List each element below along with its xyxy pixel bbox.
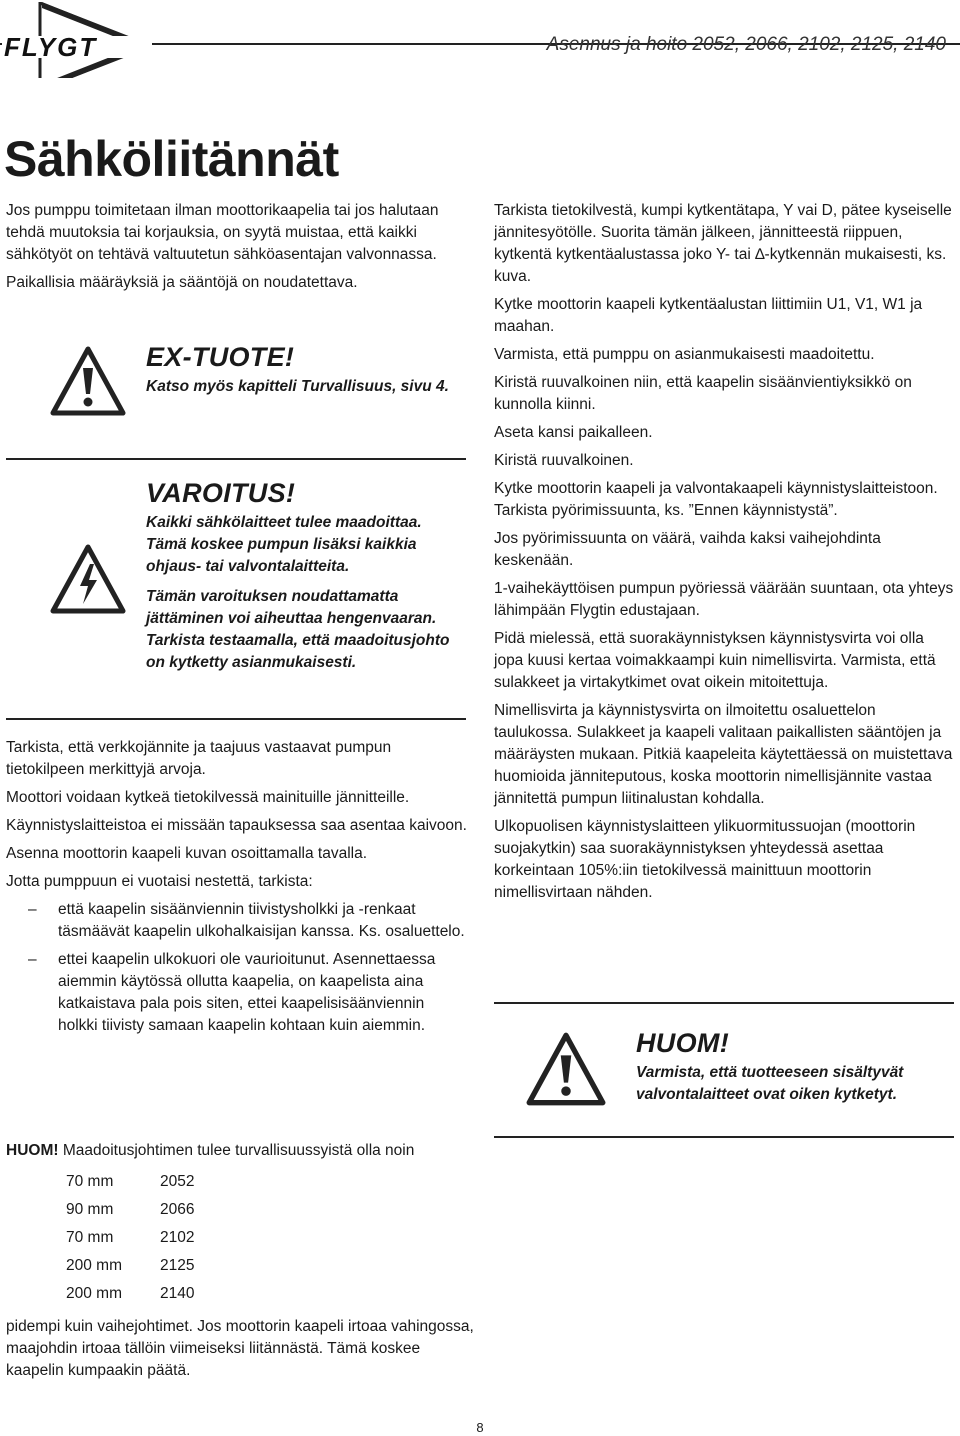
body-paragraph: Kiristä ruuvalkoinen niin, että kaapelin sisäänvientiyksikkö on kunnolla kiinni. [494,374,912,413]
body-paragraph: Tarkista tietokilvestä, kumpi kytkentätapa, Y vai D, pätee kyseiselle jännitesyötölle. Suorita tämän jälkeen, jännitteestä riippuen, kytkentä kytkentäalustassa joko Y- tai ∆-kytkennän mukaisesti, ks. kuva. [494,202,952,285]
table-row [66,1224,194,1252]
model-cell: 2125 [160,1257,195,1274]
varoitus-warning [50,472,466,712]
length-table [66,1168,194,1308]
body-paragraph: Käynnistyslaitteistoa ei missään tapauksessa saa asentaa kaivoon. [6,817,467,834]
warning-divider [6,458,466,460]
flygt-logo [2,2,152,78]
huom-warning-heading: HUOM! [636,1028,729,1058]
list-item-text: ettei kaapelin ulkokuori ole vaurioitunut. Asennettaessa aiemmin käytössä ollutta kaapelia, on kaapelista aina katkaistava pala pois siten, ettei kaapelisisäänviennin holkki tiivisty samaan kaapelin kohtaan kuin aiemmin. [58,951,436,1034]
varoitus-body: Kaikki sähkölaitteet tulee maadoittaa. Tämä koskee pumpun lisäksi kaikkia ohjaus- tai valvontalaitteita. [146,514,422,575]
length-cell: 90 mm [66,1201,114,1218]
exclamation-triangle-icon [50,346,126,416]
dash-bullet: – [28,901,37,918]
intro-paragraph: Jos pumppu toimitetaan ilman moottorikaapelia tai jos halutaan tehdä muutoksia tai korjauksia, on syytä muistaa, että kaikki sähkötyöt on tehtävä valtuutetun sähköasentajan valvonnassa. [6,202,439,263]
body-paragraph: Nimellisvirta ja käynnistysvirta on ilmoitettu osaluettelon taulukossa. Sulakkeet ja kaapeli valitaan paikallisten sääntöjen ja määräysten mukaan. Pitkiä kaapeleita käytettäessä on muistettava huomioida jänniteputous, koska moottorin nimellisjännite vastaa jännitettä pumpun liitinalustan kohdalla. [494,702,953,807]
body-paragraph: Kytke moottorin kaapeli kytkentäalustan liittimiin U1, V1, W1 ja maahan. [494,296,923,335]
left-column-body [6,737,468,1043]
model-cell: 2140 [160,1285,195,1302]
brand-wordmark: FLYGT [4,32,98,62]
length-cell: 70 mm [66,1173,114,1190]
length-cell: 70 mm [66,1229,114,1246]
warning-divider [494,1002,954,1004]
body-paragraph: Tarkista, että verkkojännite ja taajuus vastaavat pumpun tietokilpeen merkittyjä arvoja. [6,739,392,778]
electric-hazard-icon [50,544,126,614]
page-title: Sähköliitännät [4,131,339,187]
checklist [6,899,468,1037]
page-number: 8 [476,1420,484,1435]
ex-warning-body: Katso myös kapitteli Turvallisuus, sivu 4. [146,378,449,395]
list-item-text: että kaapelin sisäänviennin tiivistysholkki ja -renkaat täsmäävät kaapelin ulkohalkaisijan kanssa. Ks. osaluettelo. [58,901,465,940]
ground-conductor-note [6,1140,476,1382]
table-row [66,1252,194,1280]
varoitus-heading: VAROITUS! [146,478,296,508]
model-cell: 2066 [160,1201,195,1218]
exclamation-triangle-icon [526,1032,606,1106]
huom-outro: pidempi kuin vaihejohtimet. Jos moottorin kaapeli irtoaa vahingossa, maajohdin irtoaa tällöin viimeiseksi liitännästä. Tämä koskee kaapelin kumpaakin päätä. [6,1318,474,1379]
length-cell: 200 mm [66,1257,122,1274]
warning-divider [6,718,466,720]
huom-warning [526,1018,956,1128]
table-row [66,1168,194,1196]
left-column [6,200,468,300]
model-cell: 2052 [160,1173,195,1190]
body-paragraph: Kytke moottorin kaapeli ja valvontakaapeli käynnistyslaitteistoon. Tarkista pyörimissuunta, ks. ”Ennen käynnistystä”. [494,480,938,519]
body-paragraph: Jotta pumppuun ei vuotaisi nestettä, tarkista: [6,873,313,890]
huom-label: HUOM! [6,1142,59,1159]
varoitus-body: Tämän varoituksen noudattamatta jättäminen voi aiheuttaa hengenvaaran. Tarkista testaamalla, että maadoitusjohto on kytketty asianmukaisesti. [146,588,450,671]
document-title: Asennus ja hoito 2052, 2066, 2102, 2125, 2140 [546,34,946,55]
body-paragraph: Kiristä ruuvalkoinen. [494,452,634,469]
list-item [6,949,468,1037]
model-cell: 2102 [160,1229,195,1246]
table-row [66,1280,194,1308]
dash-bullet: – [28,951,37,968]
body-paragraph: Asenna moottorin kaapeli kuvan osoittamalla tavalla. [6,845,368,862]
list-item [6,899,468,943]
intro-paragraph: Paikallisia määräyksiä ja sääntöjä on noudatettava. [6,274,358,291]
body-paragraph: Moottori voidaan kytkeä tietokilvessä mainituille jännitteille. [6,789,410,806]
right-column [494,200,956,910]
body-paragraph: 1-vaihekäyttöisen pumpun pyöriessä väärään suuntaan, ota yhteys lähimpään Flygtin edustajaan. [494,580,954,619]
warning-divider [494,1136,954,1138]
huom-warning-body: Varmista, että tuotteeseen sisältyvät valvontalaitteet ovat oiken kytketyt. [636,1064,904,1103]
body-paragraph: Varmista, että pumppu on asianmukaisesti maadoitettu. [494,346,875,363]
ex-warning-heading: EX-TUOTE! [146,342,295,372]
body-paragraph: Jos pyörimissuunta on väärä, vaihda kaksi vaihejohdinta keskenään. [494,530,881,569]
ex-warning [50,336,466,446]
table-row [66,1196,194,1224]
body-paragraph: Ulkopuolisen käynnistyslaitteen ylikuormitussuojan (moottorin suojakytkin) saa suorakäynnistyksen yhteydessä asettaa korkeintaan 105%:iin tietokilvessä mainittuun moottorin nimellisvirtaan nähden. [494,818,916,901]
huom-intro: Maadoitusjohtimen tulee turvallisuussyistä olla noin [62,1142,415,1159]
length-cell: 200 mm [66,1285,122,1302]
body-paragraph: Pidä mielessä, että suorakäynnistyksen käynnistysvirta voi olla jopa kuusi kertaa voimakkaampi kuin nimellisvirta. Varmista, että sulakkeet ja virtakytkimet ovat oikein mitoitettuja. [494,630,936,691]
body-paragraph: Aseta kansi paikalleen. [494,424,653,441]
